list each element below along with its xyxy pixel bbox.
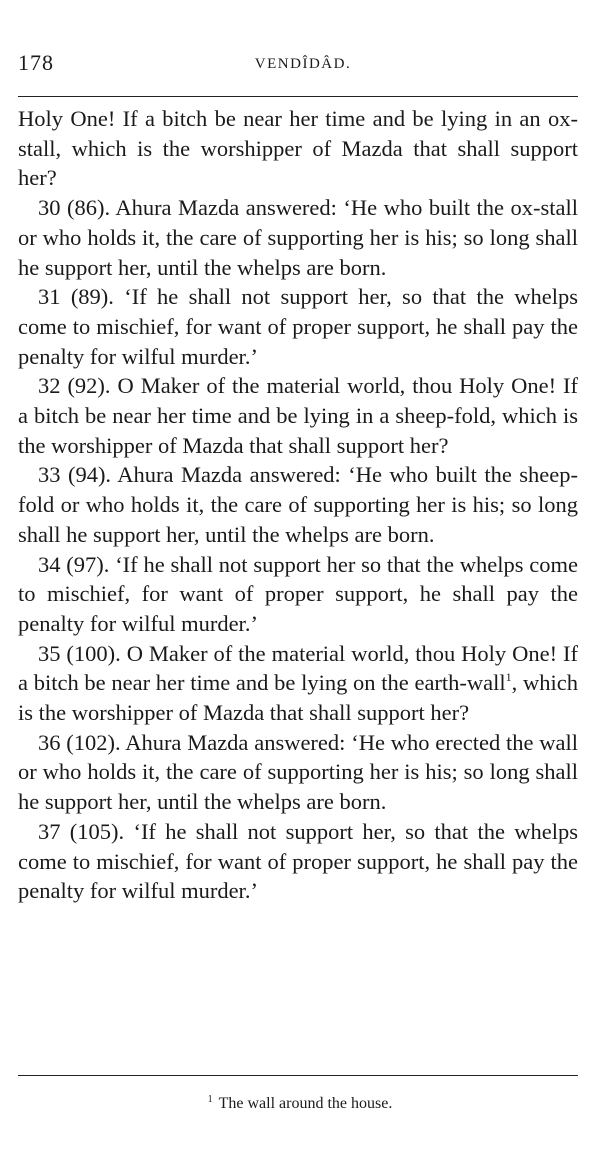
footnote (0, 1094, 600, 1113)
paragraph-continuation: Holy One! If a bitch be near her time and be lying in an ox-stall, which is the worshipper of Mazda that shall support her? (18, 106, 578, 191)
footnote-text: The wall around the house. (218, 1095, 393, 1112)
footnote-rule (18, 1075, 578, 1076)
body-text (18, 104, 578, 906)
verse-35-text-after: , which is the worshipper of Mazda that shall support her? (18, 670, 578, 726)
running-title: VENDÎDÂD. (254, 56, 352, 72)
verse-37: 37 (105). ‘If he shall not support her, so that the whelps come to mischief, for want of proper support, he shall pay the penalty for wilful murder.’ (18, 818, 578, 904)
footnote-reference[interactable]: 1 (505, 670, 512, 685)
page-number: 178 (18, 50, 54, 75)
verse-36: 36 (102). Ahura Mazda answered: ‘He who erected the wall or who holds it, the care of supporting her is his; so long shall he support her, until the whelps are born. (18, 729, 578, 815)
verse-33: 33 (94). Ahura Mazda answered: ‘He who built the sheep-fold or who holds it, the care of supporting her is his; so long shall he support her, until the whelps are born. (18, 462, 578, 547)
verse-30: 30 (86). Ahura Mazda answered: ‘He who built the ox-stall or who holds it, the care of supporting her is his; so long shall he support her, until the whelps are born. (18, 195, 578, 280)
verse-35 (18, 639, 578, 728)
verse-34: 34 (97). ‘If he shall not support her so that the whelps come to mischief, for want of proper support, he shall pay the penalty for wilful murder.’ (18, 551, 578, 636)
verse-32: 32 (92). O Maker of the material world, thou Holy One! If a bitch be near her time and be lying in a sheep-fold, which is the worshipper of Mazda that shall support her? (18, 373, 578, 458)
running-head (18, 50, 578, 84)
verse-35-text-before: 35 (100). O Maker of the material world, thou Holy One! If a bitch be near her time and be lying on the earth-wall (18, 640, 578, 696)
verse-31: 31 (89). ‘If he shall not support her, so that the whelps come to mischief, for want of proper support, he shall pay the penalty for wilful murder.’ (18, 284, 578, 369)
footnote-mark: 1 (207, 1094, 213, 1105)
header-rule (18, 96, 578, 97)
